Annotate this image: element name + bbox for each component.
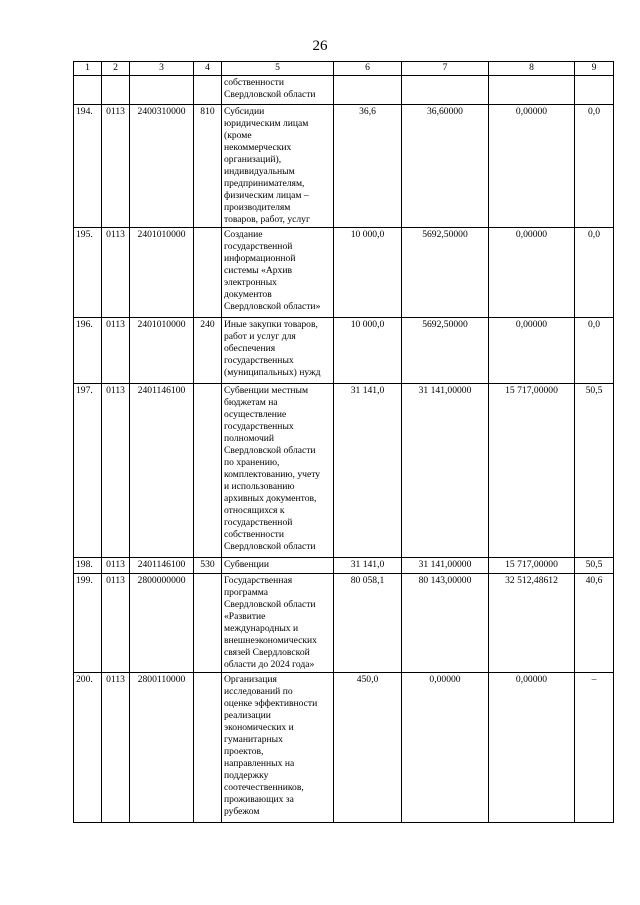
- column-header-6: 6: [334, 62, 402, 76]
- expense-type: [194, 228, 222, 318]
- column-header-7: 7: [402, 62, 489, 76]
- value-col8: 0,00000: [489, 105, 575, 228]
- value-col7: [402, 76, 489, 105]
- column-header-4: 4: [194, 62, 222, 76]
- target-code: 2800000000: [130, 574, 194, 673]
- column-header-9: 9: [575, 62, 614, 76]
- expense-type: [194, 384, 222, 558]
- value-col9: 0,0: [575, 105, 614, 228]
- value-col7: 5692,50000: [402, 318, 489, 384]
- row-number: 196.: [74, 318, 102, 384]
- section-code: 0113: [102, 228, 130, 318]
- column-header-2: 2: [102, 62, 130, 76]
- row-number: 200.: [74, 673, 102, 823]
- value-col7: 31 141,00000: [402, 558, 489, 574]
- row-name: Иные закупки товаров, работ и услуг для обеспечения государственных (муниципальных) нужд: [222, 318, 334, 384]
- expense-type: 240: [194, 318, 222, 384]
- row-name: собственности Свердловской области: [222, 76, 334, 105]
- target-code: [130, 76, 194, 105]
- expense-type: 530: [194, 558, 222, 574]
- row-number: 197.: [74, 384, 102, 558]
- section-code: 0113: [102, 318, 130, 384]
- value-col8: 15 717,00000: [489, 384, 575, 558]
- target-code: 2401010000: [130, 318, 194, 384]
- row-number: 194.: [74, 105, 102, 228]
- column-header-1: 1: [74, 62, 102, 76]
- value-col9: 0,0: [575, 228, 614, 318]
- section-code: [102, 76, 130, 105]
- target-code: 2401010000: [130, 228, 194, 318]
- value-col6: [334, 76, 402, 105]
- table-row: [74, 318, 614, 384]
- column-header-8: 8: [489, 62, 575, 76]
- value-col8: 0,00000: [489, 673, 575, 823]
- page-number: 26: [312, 38, 328, 54]
- table-row: [74, 76, 614, 105]
- row-name: Субсидии юридическим лицам (кроме некоммерческих организаций), индивидуальным предпринимателям, физическим лицам – производителям товаров, работ, услуг: [222, 105, 334, 228]
- section-code: 0113: [102, 574, 130, 673]
- budget-table: [73, 61, 614, 823]
- value-col8: 15 717,00000: [489, 558, 575, 574]
- value-col8: 0,00000: [489, 318, 575, 384]
- value-col7: 31 141,00000: [402, 384, 489, 558]
- value-col6: 31 141,0: [334, 558, 402, 574]
- column-header-3: 3: [130, 62, 194, 76]
- column-header-5: 5: [222, 62, 334, 76]
- section-code: 0113: [102, 558, 130, 574]
- value-col7: 5692,50000: [402, 228, 489, 318]
- row-name: Создание государственной информационной системы «Архив электронных документов Свердловской области»: [222, 228, 334, 318]
- section-code: 0113: [102, 105, 130, 228]
- row-number: 198.: [74, 558, 102, 574]
- row-name: Организация исследований по оценке эффективности реализации экономических и гуманитарных проектов, направленных на поддержку соотечественников, проживающих за рубежом: [222, 673, 334, 823]
- row-number: 199.: [74, 574, 102, 673]
- target-code: 2401146100: [130, 384, 194, 558]
- table-row: [74, 228, 614, 318]
- section-code: 0113: [102, 673, 130, 823]
- table-row: [74, 673, 614, 823]
- row-name: Субвенции: [222, 558, 334, 574]
- target-code: 2800110000: [130, 673, 194, 823]
- value-col9: 50,5: [575, 558, 614, 574]
- row-name: Государственная программа Свердловской области «Развитие международных и внешнеэкономических связей Свердловской области до 2024 года»: [222, 574, 334, 673]
- value-col8: 32 512,48612: [489, 574, 575, 673]
- value-col7: 36,60000: [402, 105, 489, 228]
- value-col9: 50,5: [575, 384, 614, 558]
- expense-type: [194, 574, 222, 673]
- table-row: [74, 105, 614, 228]
- value-col6: 31 141,0: [334, 384, 402, 558]
- row-number: 195.: [74, 228, 102, 318]
- value-col9: 40,6: [575, 574, 614, 673]
- value-col9: –: [575, 673, 614, 823]
- section-code: 0113: [102, 384, 130, 558]
- target-code: 2400310000: [130, 105, 194, 228]
- table-row: [74, 384, 614, 558]
- target-code: 2401146100: [130, 558, 194, 574]
- value-col9: 0,0: [575, 318, 614, 384]
- table-row: [74, 574, 614, 673]
- table-row: [74, 558, 614, 574]
- value-col6: 80 058,1: [334, 574, 402, 673]
- table-header-row: [74, 62, 614, 76]
- expense-type: [194, 673, 222, 823]
- value-col7: 0,00000: [402, 673, 489, 823]
- expense-type: 810: [194, 105, 222, 228]
- expense-type: [194, 76, 222, 105]
- value-col8: [489, 76, 575, 105]
- row-name: Субвенции местным бюджетам на осуществление государственных полномочий Свердловской области по хранению, комплектованию, учету и использованию архивных документов, относящихся к государственной собственности Свердловской области: [222, 384, 334, 558]
- row-number: [74, 76, 102, 105]
- value-col7: 80 143,00000: [402, 574, 489, 673]
- value-col6: 36,6: [334, 105, 402, 228]
- value-col6: 450,0: [334, 673, 402, 823]
- value-col8: 0,00000: [489, 228, 575, 318]
- value-col6: 10 000,0: [334, 228, 402, 318]
- value-col6: 10 000,0: [334, 318, 402, 384]
- value-col9: [575, 76, 614, 105]
